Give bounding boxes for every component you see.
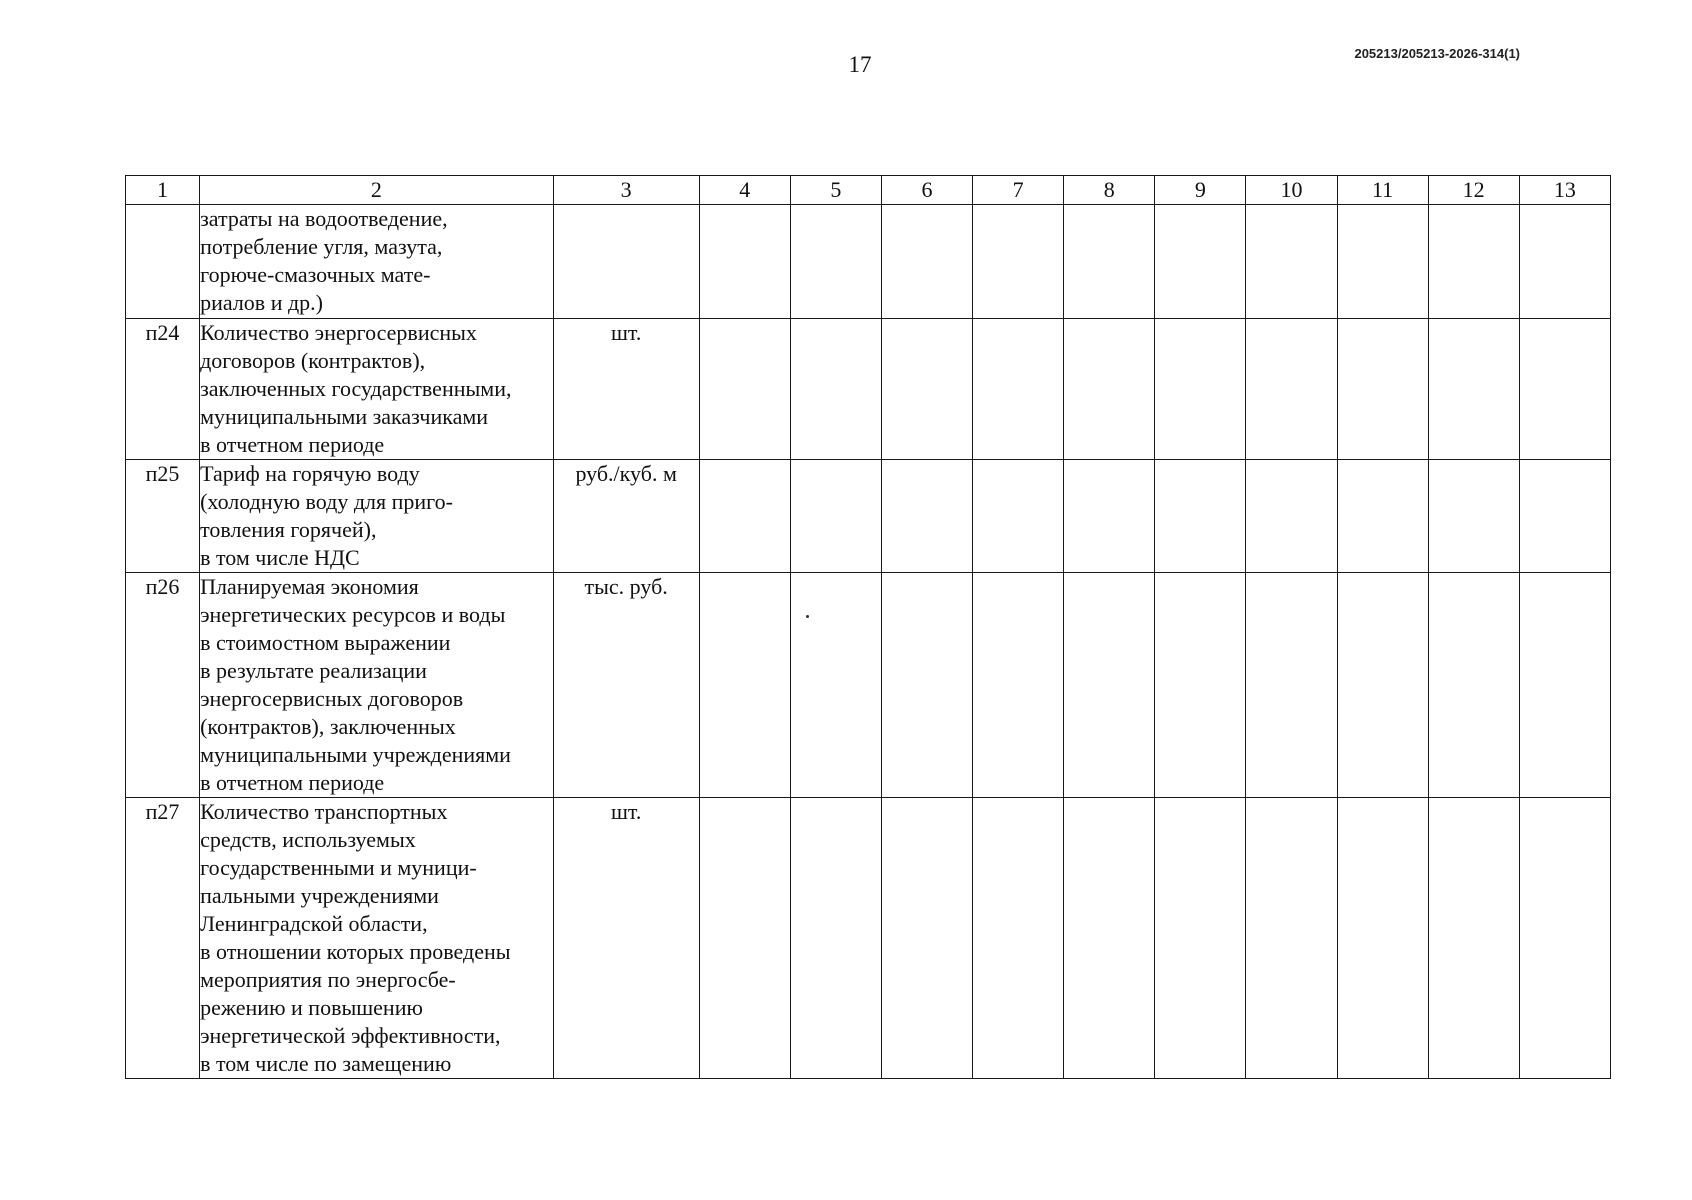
value-cell (1428, 798, 1519, 1079)
column-header: 2 (200, 176, 553, 205)
value-cell (881, 205, 972, 319)
value-cell (1064, 205, 1155, 319)
value-cell (881, 573, 972, 798)
value-cell (1519, 205, 1610, 319)
value-cell (1155, 319, 1246, 460)
value-cell (1337, 319, 1428, 460)
scan-speck (806, 615, 809, 618)
column-header: 13 (1519, 176, 1610, 205)
column-header: 7 (973, 176, 1064, 205)
value-cell (1428, 319, 1519, 460)
value-cell (1428, 573, 1519, 798)
table-row (126, 205, 1611, 319)
value-cell (1246, 205, 1337, 319)
table-row (126, 573, 1611, 798)
value-cell (1337, 798, 1428, 1079)
value-cell (699, 798, 790, 1079)
value-cell (699, 205, 790, 319)
value-cell (1428, 460, 1519, 573)
column-header: 6 (881, 176, 972, 205)
row-name: Планируемая экономия энергетических ресурсов и воды в стоимостном выражении в результате реализации энергосервисных договоров (контрактов), заключенных муниципальными учреждениями в отчетном периоде (200, 573, 553, 798)
row-name: Количество транспортных средств, используемых государственными и муници- пальными учреждениями Ленинградской области, в отношении которых проведены мероприятия по энергосбе- режению и повышению энергетической эффективности, в том числе по замещению (200, 798, 553, 1079)
value-cell (1519, 319, 1610, 460)
row-code: п25 (126, 460, 200, 573)
value-cell (1337, 205, 1428, 319)
row-code (126, 205, 200, 319)
row-unit: шт. (553, 798, 699, 1079)
value-cell (1246, 573, 1337, 798)
value-cell (973, 205, 1064, 319)
value-cell (1064, 798, 1155, 1079)
value-cell (1246, 798, 1337, 1079)
value-cell (790, 573, 881, 798)
row-code: п26 (126, 573, 200, 798)
value-cell (1064, 460, 1155, 573)
value-cell (790, 798, 881, 1079)
value-cell (1246, 319, 1337, 460)
column-header: 11 (1337, 176, 1428, 205)
value-cell (881, 798, 972, 1079)
value-cell (1428, 205, 1519, 319)
value-cell (973, 798, 1064, 1079)
value-cell (881, 319, 972, 460)
indicators-table (125, 175, 1611, 1079)
value-cell (699, 573, 790, 798)
column-header: 3 (553, 176, 699, 205)
value-cell (1064, 319, 1155, 460)
value-cell (1155, 460, 1246, 573)
row-code: п24 (126, 319, 200, 460)
page-number: 17 (848, 52, 872, 77)
document-code: 205213/205213-2026-314(1) (1354, 46, 1520, 61)
value-cell (790, 205, 881, 319)
value-cell (973, 319, 1064, 460)
value-cell (881, 460, 972, 573)
row-unit: тыс. руб. (553, 573, 699, 798)
value-cell (1064, 573, 1155, 798)
value-cell (699, 319, 790, 460)
column-header: 1 (126, 176, 200, 205)
value-cell (973, 460, 1064, 573)
value-cell (699, 460, 790, 573)
value-cell (1155, 205, 1246, 319)
value-cell (973, 573, 1064, 798)
value-cell (1155, 798, 1246, 1079)
value-cell (1246, 460, 1337, 573)
column-header: 5 (790, 176, 881, 205)
value-cell (1337, 460, 1428, 573)
column-header: 8 (1064, 176, 1155, 205)
header-row (126, 176, 1611, 205)
value-cell (790, 460, 881, 573)
column-header: 10 (1246, 176, 1337, 205)
row-name: Количество энергосервисных договоров (контрактов), заключенных государственными, муниципальными заказчиками в отчетном периоде (200, 319, 553, 460)
column-header: 12 (1428, 176, 1519, 205)
value-cell (1519, 798, 1610, 1079)
row-code: п27 (126, 798, 200, 1079)
row-unit: шт. (553, 319, 699, 460)
table-row (126, 460, 1611, 573)
value-cell (790, 319, 881, 460)
value-cell (1337, 573, 1428, 798)
row-unit: руб./куб. м (553, 460, 699, 573)
value-cell (1519, 573, 1610, 798)
table-row (126, 798, 1611, 1079)
value-cell (1155, 573, 1246, 798)
row-name: Тариф на горячую воду (холодную воду для приго- товления горячей), в том числе НДС (200, 460, 553, 573)
row-unit (553, 205, 699, 319)
row-name: затраты на водоотведение, потребление угля, мазута, горюче-смазочных мате- риалов и др.) (200, 205, 553, 319)
column-header: 9 (1155, 176, 1246, 205)
table-row (126, 319, 1611, 460)
value-cell (1519, 460, 1610, 573)
column-header: 4 (699, 176, 790, 205)
